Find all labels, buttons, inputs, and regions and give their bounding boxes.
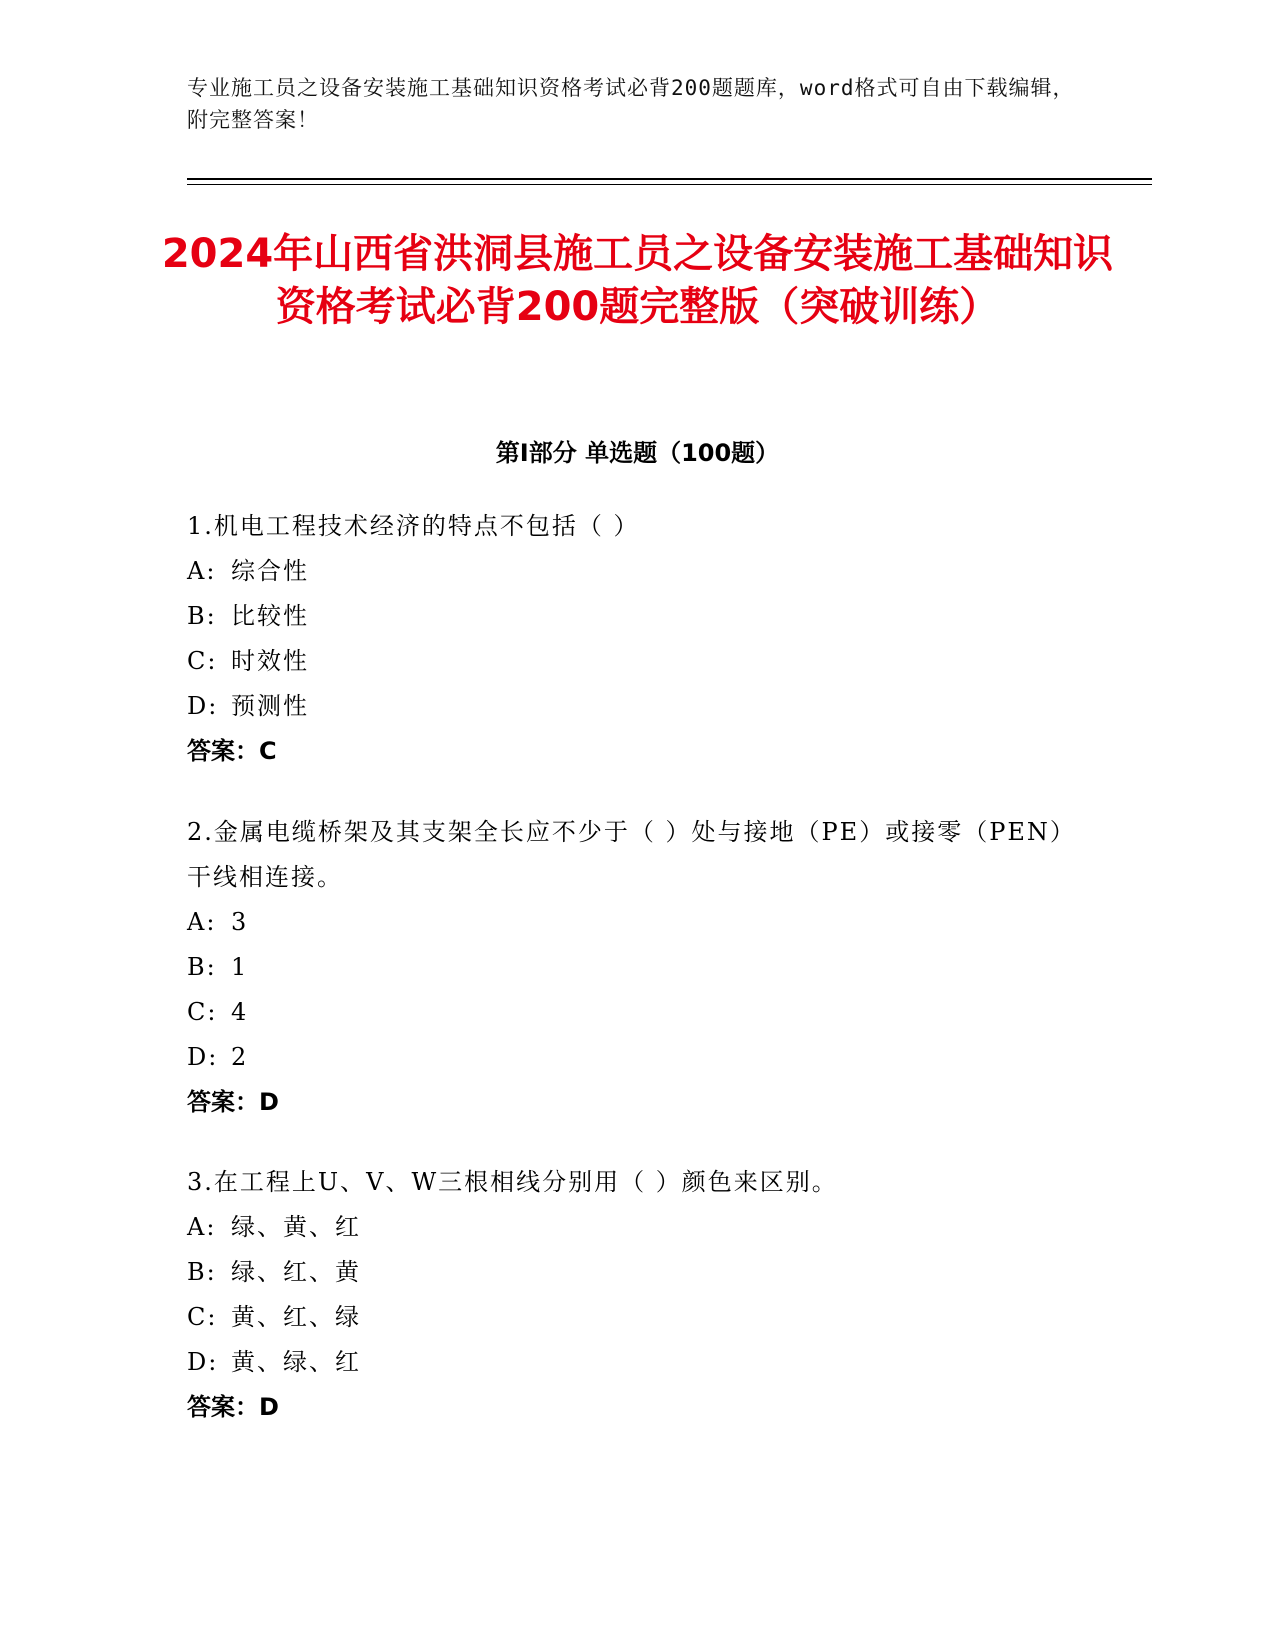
option-c bbox=[187, 1295, 1097, 1340]
option-a bbox=[187, 549, 1097, 594]
header-divider-thick bbox=[187, 178, 1152, 180]
header-divider-thin bbox=[187, 184, 1152, 185]
option-text: 4 bbox=[231, 998, 249, 1026]
option-text: 黄、绿、红 bbox=[231, 1348, 361, 1376]
question-2 bbox=[187, 810, 1097, 1125]
option-c bbox=[187, 639, 1097, 684]
option-d bbox=[187, 1340, 1097, 1385]
option-letter: B: bbox=[187, 602, 217, 630]
option-letter: B: bbox=[187, 1258, 217, 1286]
option-text: 预测性 bbox=[231, 692, 309, 720]
answer: 答案：D bbox=[187, 1393, 279, 1421]
question-stem: 3.在工程上U、V、W三根相线分别用（ ）颜色来区别。 bbox=[187, 1168, 838, 1196]
option-text: 2 bbox=[231, 1043, 249, 1071]
option-letter: A: bbox=[187, 557, 217, 585]
option-letter: D: bbox=[187, 692, 219, 720]
option-d bbox=[187, 1035, 1097, 1080]
option-text: 绿、红、黄 bbox=[231, 1258, 361, 1286]
option-text: 1 bbox=[231, 953, 249, 981]
option-b bbox=[187, 1250, 1097, 1295]
option-letter: C: bbox=[187, 1303, 218, 1331]
option-letter: B: bbox=[187, 953, 217, 981]
option-a bbox=[187, 1205, 1097, 1250]
question-1 bbox=[187, 504, 1097, 774]
header-note: 专业施工员之设备安装施工基础知识资格考试必背200题题库，word格式可自由下载编辑，附完整答案！ bbox=[187, 76, 1075, 132]
option-a bbox=[187, 900, 1097, 945]
question-stem: 2.金属电缆桥架及其支架全长应不少于（ ）处与接地（PE）或接零（PEN）干线相连接。 bbox=[187, 818, 1076, 891]
document-title: 2024年山西省洪洞县施工员之设备安装施工基础知识资格考试必背200题完整版（突破训练） bbox=[161, 231, 1114, 330]
option-text: 绿、黄、红 bbox=[231, 1213, 361, 1241]
answer: 答案：D bbox=[187, 1088, 279, 1116]
option-d bbox=[187, 684, 1097, 729]
option-b bbox=[187, 945, 1097, 990]
option-letter: C: bbox=[187, 647, 218, 675]
question-stem: 1.机电工程技术经济的特点不包括（ ） bbox=[187, 512, 640, 540]
option-b bbox=[187, 594, 1097, 639]
option-text: 3 bbox=[231, 908, 249, 936]
option-text: 时效性 bbox=[231, 647, 309, 675]
option-c bbox=[187, 990, 1097, 1035]
option-letter: D: bbox=[187, 1348, 219, 1376]
option-letter: D: bbox=[187, 1043, 219, 1071]
section-heading: 第Ⅰ部分 单选题（100题） bbox=[495, 439, 780, 467]
question-3 bbox=[187, 1160, 1097, 1430]
option-text: 黄、红、绿 bbox=[231, 1303, 361, 1331]
answer: 答案：C bbox=[187, 737, 277, 765]
option-letter: A: bbox=[187, 908, 217, 936]
option-letter: A: bbox=[187, 1213, 217, 1241]
option-text: 综合性 bbox=[231, 557, 309, 585]
option-letter: C: bbox=[187, 998, 218, 1026]
option-text: 比较性 bbox=[231, 602, 309, 630]
